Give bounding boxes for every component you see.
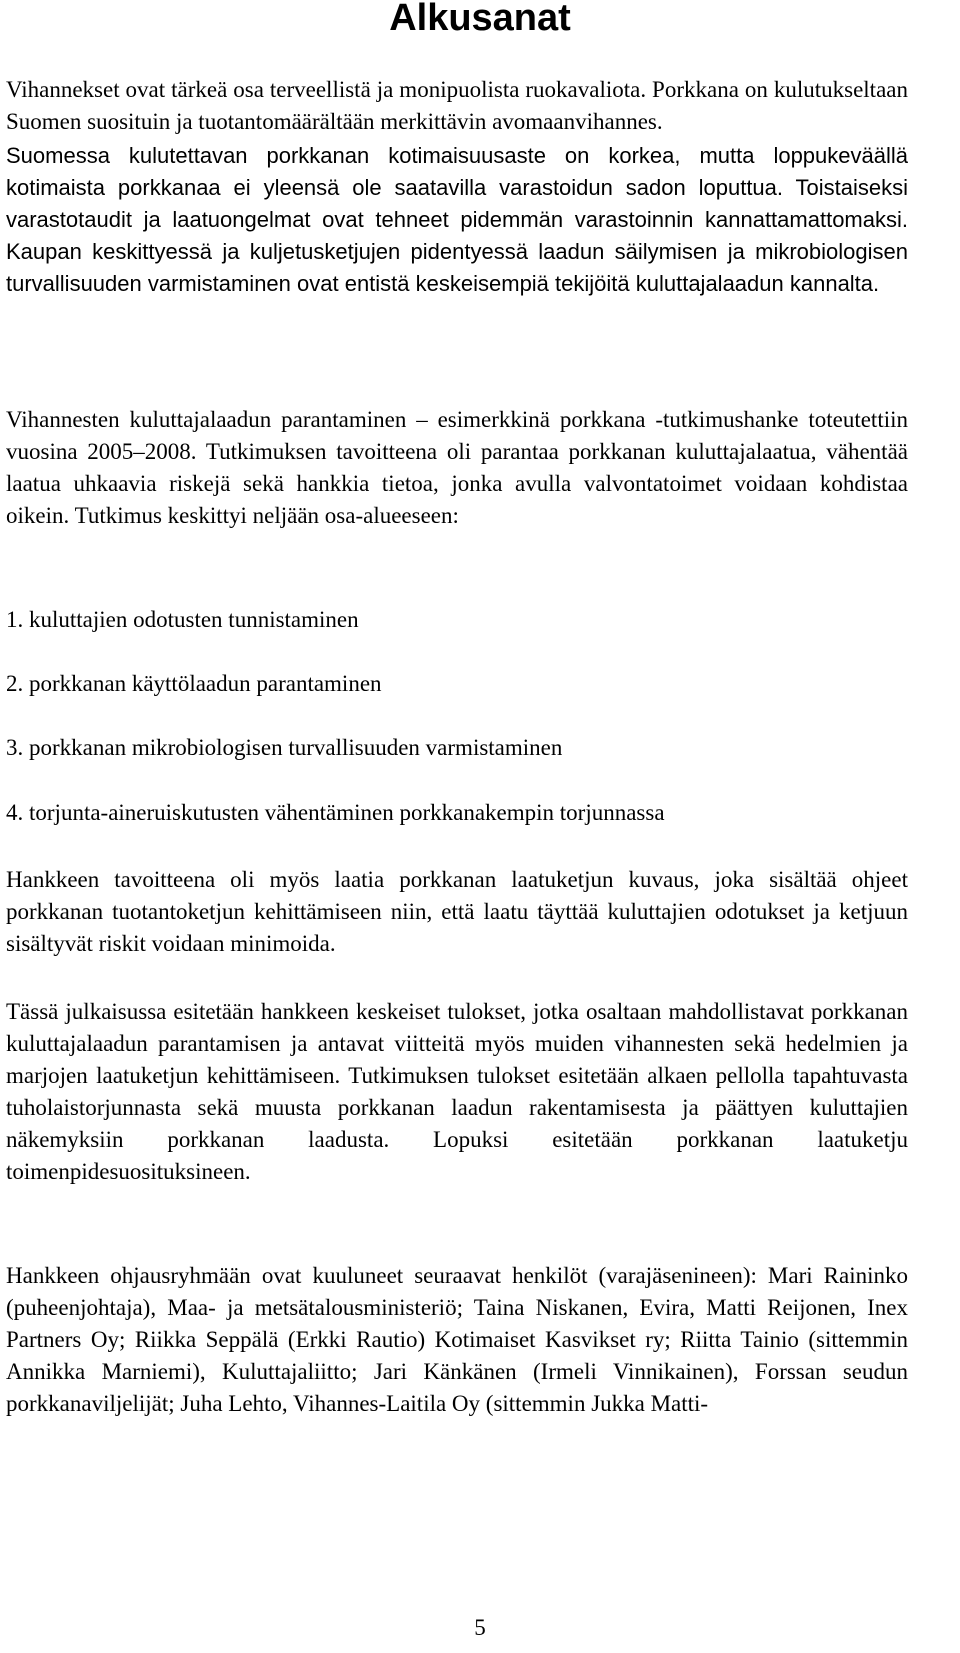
steering-group-paragraph: Hankkeen ohjausryhmään ovat kuuluneet seuraavat henkilöt (varajäsenineen): Mari Raininko (puheenjohtaja), Maa- ja metsätalousministeriö; Taina Niskanen, Evira, Matti Reijonen, Inex Partners Oy; Riikka Seppälä (Erkki Rautio) Kotimaiset Kasvikset ry; Riitta Tainio (sittemmin Annikka Marniemi), Kuluttajaliitto; Jari Känkänen (Irmeli Vinnikainen), Forssan seudun porkkanaviljelijät; Juha Lehto, Vihannes-Laitila Oy (sittemmin Jukka Matti- [6, 1263, 908, 1416]
goal-paragraph: Hankkeen tavoitteena oli myös laatia porkkanan laatuketjun kuvaus, joka sisältää ohjeet porkkanan tuotantoketjun kehittämiseen niin, että laatu täyttää kuluttajien odotukset ja ketjuun sisältyvät riskit voidaan minimoida. [6, 867, 908, 956]
page-title: Alkusanat [389, 0, 571, 39]
list-item: 2. porkkanan käyttölaadun parantaminen [6, 671, 382, 696]
intro-paragraph-serif: Vihannekset ovat tärkeä osa terveellistä ja monipuolista ruokavaliota. Porkkana on kulutukseltaan Suomen suosituin ja tuotantomäärältään merkittävin avomaanvihannes. [6, 77, 908, 134]
list-item: 4. torjunta-aineruiskutusten vähentäminen porkkanakempin torjunnassa [6, 800, 665, 825]
project-paragraph: Vihannesten kuluttajalaadun parantaminen – esimerkkinä porkkana -tutkimushanke toteutettiin vuosina 2005–2008. Tutkimuksen tavoitteena oli parantaa porkkanan kuluttajalaatua, vähentää laatua uhkaavia riskejä sekä hankkia tietoa, jonka avulla valvontatoimet voidaan kohdistaa oikein. Tutkimus keskittyi neljään osa-alueeseen: [6, 407, 908, 528]
list-item: 3. porkkanan mikrobiologisen turvallisuuden varmistaminen [6, 735, 563, 760]
page-number: 5 [474, 1615, 486, 1640]
publication-paragraph: Tässä julkaisussa esitetään hankkeen keskeiset tulokset, jotka osaltaan mahdollistavat porkkanan kuluttajalaadun parantamisen ja antavat viitteitä myös muiden vihannesten sekä hedelmien ja marjojen laatuketjun kehittämiseen. Tutkimuksen tulokset esitetään alkaen pellolla tapahtuvasta tuholaistorjunnasta sekä muusta porkkanan laadun rakentamisesta ja päättyen kuluttajien näkemyksiin porkkanan laadusta. Lopuksi esitetään porkkanan laatuketju toimenpidesuosituksineen. [6, 999, 908, 1184]
list-item: 1. kuluttajien odotusten tunnistaminen [6, 607, 359, 632]
intro-paragraph-sans: Suomessa kulutettavan porkkanan kotimaisuusaste on korkea, mutta loppukeväällä kotimaista porkkanaa ei yleensä ole saatavilla varastoidun sadon loputtua. Toistaiseksi varastotaudit ja laatuongelmat ovat tehneet pidemmän varastoinnin kannattamattomaksi. Kaupan keskittyessä ja kuljetusketjujen pidentyessä laadun säilymisen ja mikrobiologisen turvallisuuden varmistaminen ovat entistä keskeisempiä tekijöitä kuluttajalaadun kannalta. [6, 143, 908, 296]
